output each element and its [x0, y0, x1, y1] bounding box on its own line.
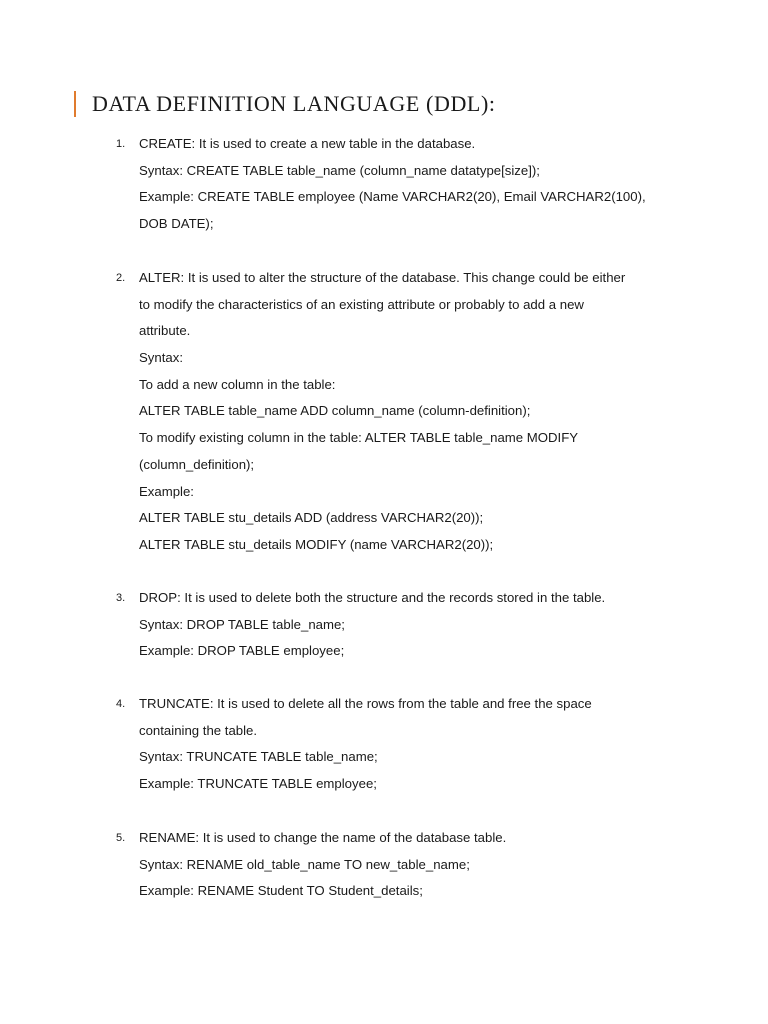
- list-item-text: [139, 691, 679, 798]
- text-line: Syntax: CREATE TABLE table_name (column_name datatype[size]);: [139, 162, 540, 178]
- list-item-text: [139, 131, 679, 238]
- text-line: RENAME: It is used to change the name of the database table.: [139, 830, 507, 845]
- text-line: (column_definition);: [139, 456, 255, 472]
- text-line: ALTER TABLE stu_details MODIFY (name VARCHAR2(20));: [139, 536, 494, 552]
- text-line: containing the table.: [139, 722, 258, 738]
- text-line: To modify existing column in the table: ALTER TABLE table_name MODIFY: [139, 430, 579, 446]
- text-line: TRUNCATE: It is used to delete all the rows from the table and free the space: [139, 696, 592, 711]
- text-line: ALTER TABLE stu_details ADD (address VARCHAR2(20));: [139, 510, 484, 526]
- text-line: ALTER: It is used to alter the structure of the database. This change could be either: [139, 270, 626, 285]
- list-number: 4.: [116, 698, 126, 710]
- text-line: Syntax: TRUNCATE TABLE table_name;: [139, 749, 378, 765]
- text-line: attribute.: [139, 323, 191, 339]
- text-line: Example: DROP TABLE employee;: [139, 643, 345, 659]
- list-number: 2.: [116, 272, 126, 284]
- text-line: Example: TRUNCATE TABLE employee;: [139, 776, 377, 792]
- text-line: ALTER TABLE table_name ADD column_name (column-definition);: [139, 403, 531, 419]
- text-line: DROP: It is used to delete both the structure and the records stored in the table.: [139, 590, 606, 605]
- page-heading: [74, 89, 496, 119]
- heading-title: DATA DEFINITION LANGUAGE (DDL):: [92, 91, 496, 116]
- text-line: To add a new column in the table:: [139, 376, 336, 392]
- text-line: Syntax:: [139, 350, 183, 366]
- list-number: 3.: [116, 592, 126, 604]
- list-number: 1.: [116, 138, 126, 150]
- text-line: Example:: [139, 483, 194, 499]
- text-line: DOB DATE);: [139, 216, 214, 232]
- list-item-text: [139, 585, 679, 665]
- text-line: Syntax: DROP TABLE table_name;: [139, 616, 345, 632]
- list-item-text: [139, 265, 679, 559]
- list-number: 5.: [116, 832, 126, 844]
- heading-accent-bar: [74, 91, 76, 117]
- text-line: to modify the characteristics of an existing attribute or probably to add a new: [139, 296, 584, 312]
- text-line: Syntax: RENAME old_table_name TO new_table_name;: [139, 856, 470, 872]
- text-line: Example: RENAME Student TO Student_details;: [139, 883, 423, 899]
- list-item-text: [139, 825, 679, 905]
- text-line: CREATE: It is used to create a new table in the database.: [139, 136, 476, 151]
- text-line: Example: CREATE TABLE employee (Name VARCHAR2(20), Email VARCHAR2(100),: [139, 189, 646, 205]
